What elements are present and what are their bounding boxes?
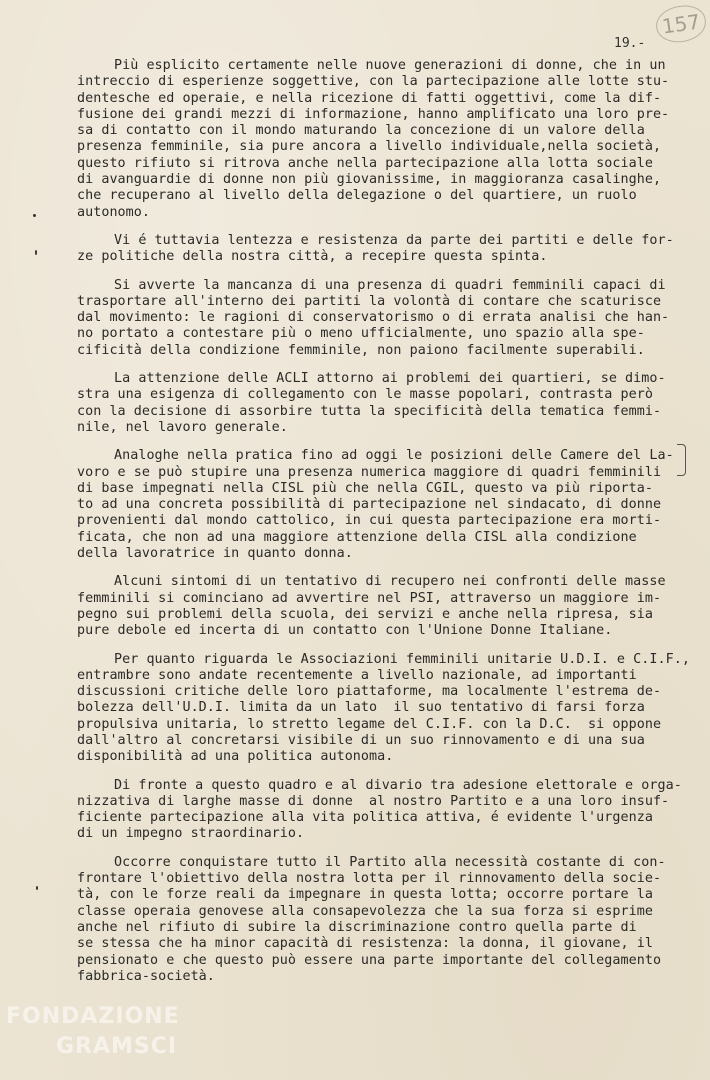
text-line: di avanguardie di donne non più giovanissime, in maggioranza casalinghe, bbox=[77, 172, 662, 188]
page-number: 19.- bbox=[614, 36, 646, 51]
text-line: anche nel rifiuto di subire la discriminazione contro quella parte di bbox=[77, 919, 637, 935]
text-line: con la decisione di assorbire tutta la specificità della tematica femmi- bbox=[77, 403, 662, 419]
text-line: classe operaia genovese alla consapevolezza che la sua forza si esprime bbox=[77, 903, 653, 919]
text-line: Più esplicito certamente nelle nuove generazioni di donne, che in un bbox=[114, 58, 666, 73]
text-line: dentesche ed operaie, e nella ricezione di fatti oggettivi, come la dif- bbox=[77, 90, 662, 106]
text-line: Si avverte la mancanza di una presenza di quadri femminili capaci di bbox=[114, 277, 666, 293]
text-line: tà, con le forze reali da impegnare in questa lotta; occorre portare la bbox=[77, 887, 653, 903]
margin-mark bbox=[33, 214, 36, 217]
text-line: nile, nel lavoro generale. bbox=[77, 419, 288, 435]
text-line: discussioni critiche delle loro piattaforme, ma localmente l'estrema de- bbox=[77, 684, 662, 700]
text-line: fabbrica-società. bbox=[77, 968, 215, 984]
text-line: della lavoratrice in quanto donna. bbox=[77, 546, 353, 562]
paragraph bbox=[77, 651, 690, 766]
text-line: che recuperano al livello della delegazione o del quartiere, un ruolo bbox=[77, 188, 637, 204]
paragraph bbox=[77, 448, 677, 562]
paragraph bbox=[77, 855, 677, 985]
text-line: questo rifiuto si ritrova anche nella partecipazione alla lotta sociale bbox=[77, 155, 653, 171]
paragraph bbox=[77, 574, 677, 639]
text-line: pure debole ed incerta di un contatto con l'Unione Donne Italiane. bbox=[77, 623, 613, 639]
text-line: fusione dei grandi mezzi di informazione, hanno amplificato una loro pre- bbox=[77, 106, 670, 122]
text-line: Di fronte a questo quadro e al divario tra adesione elettorale e orga- bbox=[114, 777, 682, 793]
paragraph bbox=[77, 371, 677, 436]
text-line: sa di contatto con il mondo maturando la concezione di un valore della bbox=[77, 123, 645, 139]
text-line: propulsiva unitaria, lo stretto legame del C.I.F. con la D.C. si oppone bbox=[77, 716, 662, 732]
text-line: La attenzione delle ACLI attorno ai problemi dei quartieri, se dimo- bbox=[114, 371, 666, 387]
text-line: pensionato e che questo può essere una parte importante del collegamento bbox=[77, 952, 662, 968]
text-line: voro e se può stupire una presenza numerica maggiore di quadri femminili bbox=[77, 464, 662, 480]
text-line: se stessa che ha minor capacità di resistenza: la donna, il giovane, il bbox=[77, 936, 653, 952]
text-line: provenienti dal mondo cattolico, in cui questa partecipazione era morti- bbox=[77, 513, 662, 529]
margin-mark bbox=[35, 250, 37, 255]
text-line: bolezza dell'U.D.I. limita da un lato il suo tentativo di farsi forza bbox=[77, 700, 645, 716]
text-line: autonomo. bbox=[77, 204, 151, 220]
text-line: frontare l'obiettivo della nostra lotta per il rinnovamento della socie- bbox=[77, 871, 662, 887]
text-line: ficata, che non ad una maggiore attenzione della CISL alla condizione bbox=[77, 529, 637, 545]
text-line: ze politiche della nostra città, a recepire questa spinta. bbox=[77, 249, 548, 265]
text-line: Vi é tuttavia lentezza e resistenza da parte dei partiti e delle for- bbox=[114, 232, 674, 248]
text-line: ficiente partecipazione alla vita politica attiva, é evidente l'urgenza bbox=[77, 810, 653, 826]
text-line: pegno sui problemi della scuola, dei servizi e anche nella ripresa, sia bbox=[77, 606, 653, 622]
text-line: dall'altro al concretarsi visibile di un suo rinnovamento e di una sua bbox=[77, 732, 645, 748]
paragraph bbox=[77, 278, 677, 359]
text-line: stra una esigenza di collegamento con le masse popolari, contrasta però bbox=[77, 387, 653, 403]
margin-bracket-mark bbox=[677, 444, 686, 476]
text-line: Per quanto riguarda le Associazioni femminili unitarie U.D.I. e C.I.F., bbox=[114, 651, 690, 667]
watermark-logo-2 bbox=[56, 1034, 177, 1059]
text-line: di un impegno straordinario. bbox=[77, 826, 305, 842]
text-line: dal movimento: le ragioni di conservatorismo o di errata analisi che han- bbox=[77, 310, 670, 326]
text-line: intreccio di esperienze soggettive, con la partecipazione alle lotte stu- bbox=[77, 74, 670, 90]
margin-mark bbox=[36, 886, 38, 890]
paragraph bbox=[77, 58, 677, 221]
text-line: trasportare all'interno dei partiti la volontà di contare che scaturisce bbox=[77, 293, 662, 309]
text-line: presenza femminile, sia pure ancora a livello individuale,nella società, bbox=[77, 139, 662, 155]
text-line: Occorre conquistare tutto il Partito alla necessità costante di con- bbox=[114, 854, 666, 870]
watermark-line2: GRAMSCI bbox=[56, 1034, 178, 1059]
text-line: cificità della condizione femminile, non paiono facilmente superabili. bbox=[77, 342, 645, 358]
text-line: Alcuni sintomi di un tentativo di recupero nei confronti delle masse bbox=[114, 574, 666, 590]
archive-number-stamp: 157 bbox=[654, 3, 709, 46]
text-line: disponibilità ad una politica autonoma. bbox=[77, 749, 394, 765]
text-line: no portato a contestare più o meno ufficialmente, uno spazio alla spe- bbox=[77, 326, 645, 342]
paragraph bbox=[77, 777, 682, 843]
text-line: Analoghe nella pratica fino ad oggi le posizioni delle Camere del La- bbox=[114, 448, 674, 464]
text-line: nizzativa di larghe masse di donne al nostro Partito e a una loro insuf- bbox=[77, 793, 670, 809]
text-line: femminili si cominciano ad avvertire nel PSI, attraverso un maggiore im- bbox=[77, 590, 662, 606]
watermark-line1: FONDAZIONE bbox=[6, 1004, 180, 1029]
text-line: to ad una concreta possibilità di partecipazione nel sindacato, di donne bbox=[77, 497, 662, 513]
watermark-logo bbox=[6, 1004, 180, 1029]
text-line: entrambre sono andate recentemente a livello nazionale, ad importanti bbox=[77, 667, 637, 683]
document-body bbox=[77, 58, 690, 997]
paragraph bbox=[77, 233, 677, 266]
text-line: di base impegnati nella CISL più che nella CGIL, questo va più riporta- bbox=[77, 480, 653, 496]
